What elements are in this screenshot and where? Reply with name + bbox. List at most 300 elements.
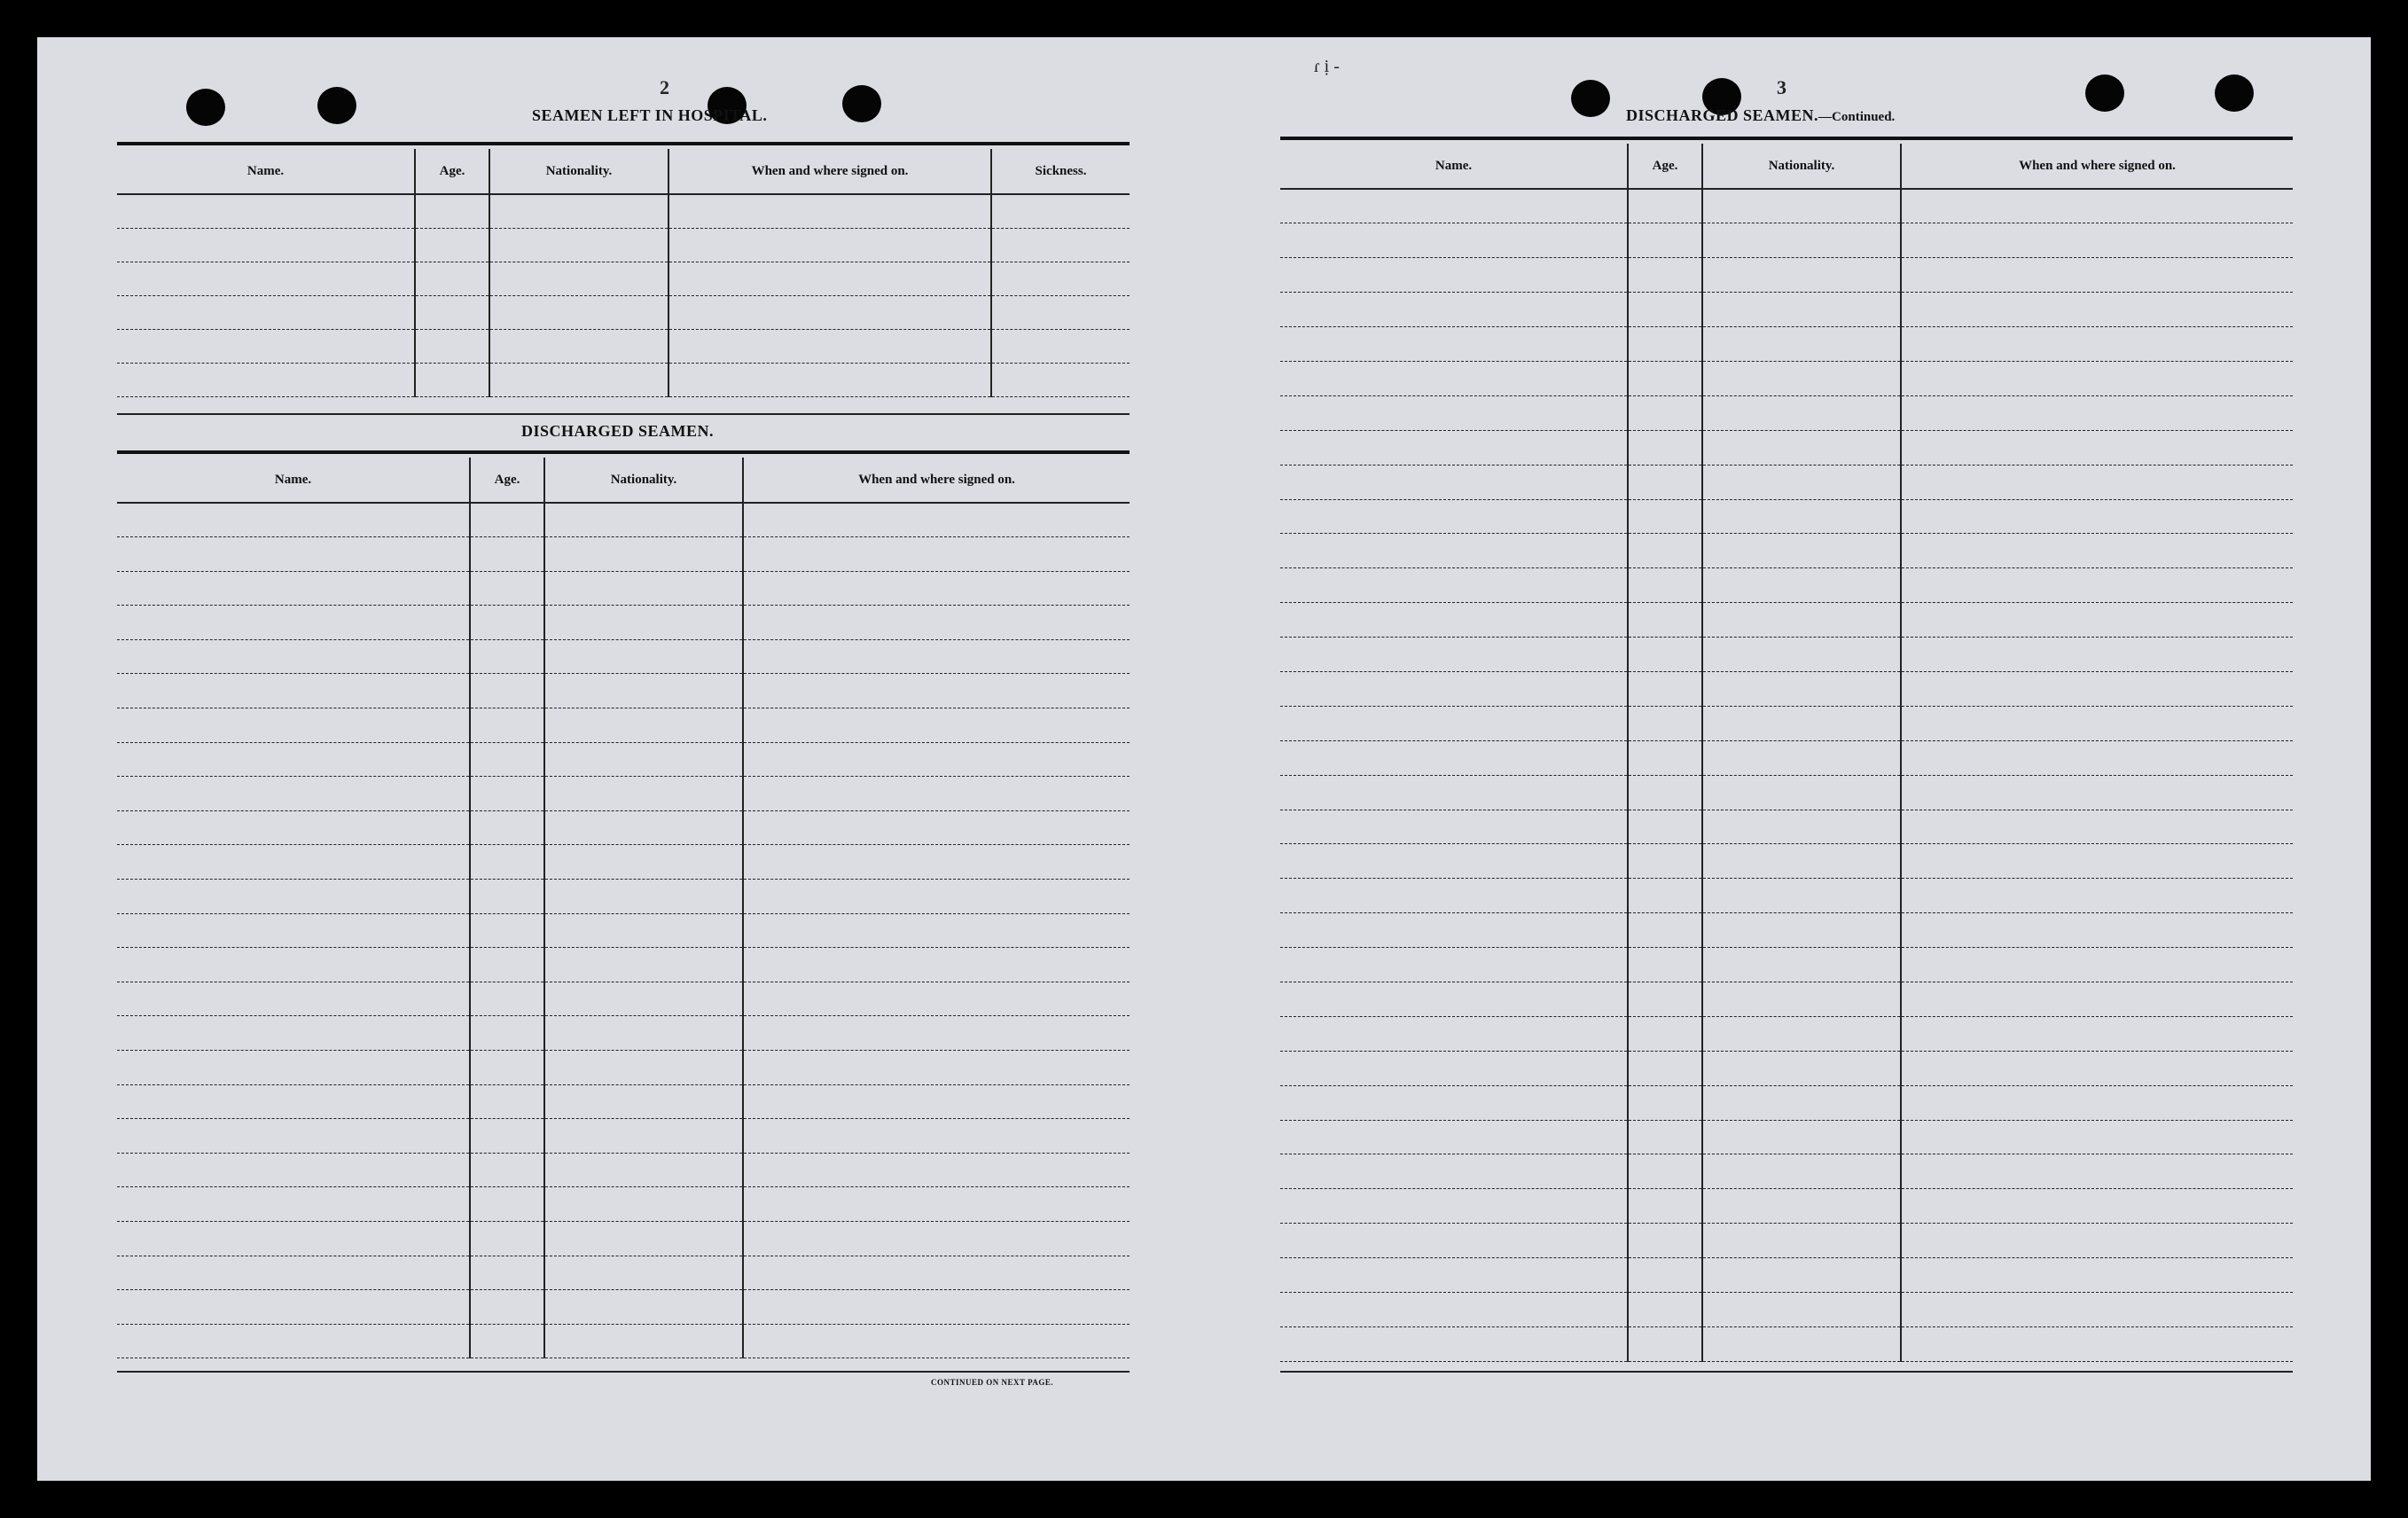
col-header-nationality: Nationality.: [1702, 144, 1901, 189]
ledger-cell[interactable]: [1628, 189, 1702, 223]
ledger-cell[interactable]: [1901, 258, 2293, 293]
ledger-cell[interactable]: [1901, 671, 2293, 706]
ledger-cell[interactable]: [1280, 534, 1628, 568]
ledger-cell[interactable]: [1901, 913, 2293, 948]
ledger-cell[interactable]: [470, 742, 544, 777]
ledger-cell[interactable]: [544, 845, 743, 880]
ledger-cell[interactable]: [1901, 568, 2293, 603]
ledger-cell[interactable]: [1280, 982, 1628, 1016]
ledger-cell[interactable]: [1280, 361, 1628, 395]
ledger-cell[interactable]: [544, 639, 743, 674]
ledger-cell[interactable]: [489, 329, 668, 363]
ledger-cell[interactable]: [743, 1290, 1130, 1325]
ledger-cell[interactable]: [1901, 982, 2293, 1016]
ledger-cell[interactable]: [1628, 223, 1702, 258]
ledger-cell[interactable]: [1628, 1189, 1702, 1224]
ledger-cell[interactable]: [470, 639, 544, 674]
ledger-cell[interactable]: [544, 1256, 743, 1290]
ledger-row: [117, 880, 1130, 914]
ledger-cell[interactable]: [1628, 706, 1702, 740]
ledger-cell[interactable]: [1280, 189, 1628, 223]
page-number: 3: [1777, 76, 1786, 98]
ledger-cell[interactable]: [1628, 293, 1702, 327]
col-header-name: Name.: [117, 458, 470, 503]
ledger-cell[interactable]: [470, 537, 544, 572]
ledger-cell[interactable]: [1702, 327, 1901, 362]
ledger-cell[interactable]: [470, 777, 544, 811]
col-header-signed-on: When and where signed on.: [1901, 144, 2293, 189]
ledger-cell[interactable]: [117, 329, 415, 363]
ledger-cell[interactable]: [1280, 293, 1628, 327]
ledger-cell[interactable]: [1702, 1051, 1901, 1085]
ledger-cell[interactable]: [1628, 395, 1702, 430]
ledger-cell[interactable]: [991, 228, 1130, 262]
ledger-cell[interactable]: [743, 708, 1130, 743]
ledger-cell[interactable]: [1702, 1016, 1901, 1051]
ledger-cell[interactable]: [743, 880, 1130, 914]
ledger-cell[interactable]: [544, 777, 743, 811]
ledger-cell[interactable]: [1280, 740, 1628, 775]
ledger-cell[interactable]: [117, 777, 470, 811]
ledger-cell[interactable]: [544, 982, 743, 1016]
ledger-cell[interactable]: [1702, 258, 1901, 293]
ledger-cell[interactable]: [743, 571, 1130, 606]
ledger-cell[interactable]: [1280, 1016, 1628, 1051]
ledger-cell[interactable]: [1702, 775, 1901, 810]
ledger-cell[interactable]: [1702, 534, 1901, 568]
ledger-cell[interactable]: [668, 194, 991, 228]
ledger-cell[interactable]: [1280, 327, 1628, 362]
ledger-cell[interactable]: [991, 262, 1130, 295]
ledger-cell[interactable]: [1702, 189, 1901, 223]
ledger-cell[interactable]: [1901, 1120, 2293, 1154]
ledger-cell[interactable]: [1280, 706, 1628, 740]
ledger-cell[interactable]: [1901, 361, 2293, 395]
ledger-cell[interactable]: [1280, 1120, 1628, 1154]
ledger-cell[interactable]: [1628, 1120, 1702, 1154]
ledger-cell[interactable]: [991, 363, 1130, 396]
ledger-cell[interactable]: [544, 1324, 743, 1358]
ledger-cell[interactable]: [1901, 1326, 2293, 1361]
ledger-cell[interactable]: [117, 503, 470, 537]
ledger-cell[interactable]: [470, 982, 544, 1016]
ledger-cell[interactable]: [743, 503, 1130, 537]
ledger-cell[interactable]: [415, 295, 489, 329]
ledger-cell[interactable]: [470, 1084, 544, 1119]
ledger-cell[interactable]: [1901, 1189, 2293, 1224]
ledger-cell[interactable]: [415, 228, 489, 262]
discharged-continued-table: [1280, 144, 2293, 1362]
ledger-cell[interactable]: [1628, 1085, 1702, 1120]
discharged-section-title: DISCHARGED SEAMEN.: [521, 422, 715, 440]
ledger-cell[interactable]: [743, 1324, 1130, 1358]
ledger-cell[interactable]: [991, 329, 1130, 363]
ledger-cell[interactable]: [1628, 775, 1702, 810]
ledger-cell[interactable]: [415, 329, 489, 363]
ledger-cell[interactable]: [1628, 1051, 1702, 1085]
ledger-cell[interactable]: [1280, 913, 1628, 948]
ledger-cell[interactable]: [668, 262, 991, 295]
ledger-cell[interactable]: [1702, 638, 1901, 672]
ledger-row: [1280, 1085, 2293, 1120]
ledger-cell[interactable]: [117, 228, 415, 262]
ledger-cell[interactable]: [544, 606, 743, 640]
ledger-cell[interactable]: [544, 1016, 743, 1051]
ledger-cell[interactable]: [117, 295, 415, 329]
ledger-cell[interactable]: [1702, 395, 1901, 430]
ledger-cell[interactable]: [1901, 740, 2293, 775]
ledger-cell[interactable]: [1280, 775, 1628, 810]
ledger-cell[interactable]: [117, 1084, 470, 1119]
ledger-cell[interactable]: [1628, 1258, 1702, 1293]
ledger-cell[interactable]: [544, 1153, 743, 1187]
ledger-cell[interactable]: [1628, 534, 1702, 568]
ledger-cell[interactable]: [1702, 293, 1901, 327]
ledger-cell[interactable]: [1901, 1224, 2293, 1258]
ledger-cell[interactable]: [117, 742, 470, 777]
ledger-cell[interactable]: [1702, 568, 1901, 603]
ledger-cell[interactable]: [1628, 361, 1702, 395]
ledger-cell[interactable]: [1628, 1154, 1702, 1189]
ledger-cell[interactable]: [470, 948, 544, 982]
ledger-cell[interactable]: [117, 1153, 470, 1187]
ledger-cell[interactable]: [1702, 1293, 1901, 1327]
col-header-signed-on: When and where signed on.: [743, 458, 1130, 503]
ledger-cell[interactable]: [1280, 603, 1628, 638]
ledger-cell[interactable]: [1280, 879, 1628, 913]
ledger-cell[interactable]: [470, 708, 544, 743]
ledger-cell[interactable]: [544, 1187, 743, 1222]
ledger-cell[interactable]: [117, 708, 470, 743]
ledger-cell[interactable]: [1280, 465, 1628, 499]
ledger-cell[interactable]: [117, 1051, 470, 1085]
ledger-cell[interactable]: [991, 295, 1130, 329]
ledger-cell[interactable]: [1280, 1224, 1628, 1258]
ledger-cell[interactable]: [117, 639, 470, 674]
ledger-cell[interactable]: [1280, 499, 1628, 534]
ledger-cell[interactable]: [1901, 1154, 2293, 1189]
ledger-row: [1280, 1326, 2293, 1361]
ledger-cell[interactable]: [1702, 1189, 1901, 1224]
ledger-cell[interactable]: [117, 571, 470, 606]
ledger-cell[interactable]: [1628, 1224, 1702, 1258]
ledger-cell[interactable]: [1628, 465, 1702, 499]
ledger-row: [1280, 1189, 2293, 1224]
ledger-cell[interactable]: [544, 880, 743, 914]
ledger-cell[interactable]: [1702, 844, 1901, 879]
ledger-cell[interactable]: [743, 777, 1130, 811]
ledger-cell[interactable]: [1702, 706, 1901, 740]
ledger-cell[interactable]: [544, 537, 743, 572]
ledger-cell[interactable]: [1280, 430, 1628, 465]
ledger-cell[interactable]: [1702, 430, 1901, 465]
ledger-cell[interactable]: [1628, 430, 1702, 465]
ledger-cell[interactable]: [1901, 1293, 2293, 1327]
col-header-nationality: Nationality.: [544, 458, 743, 503]
ledger-cell[interactable]: [1280, 568, 1628, 603]
ledger-row: [1280, 1051, 2293, 1085]
ledger-cell[interactable]: [470, 845, 544, 880]
ledger-cell[interactable]: [1280, 844, 1628, 879]
ledger-cell[interactable]: [743, 1016, 1130, 1051]
ledger-cell[interactable]: [743, 1187, 1130, 1222]
ledger-cell[interactable]: [743, 1221, 1130, 1256]
ledger-cell[interactable]: [668, 228, 991, 262]
ledger-sheet: [37, 37, 2371, 1481]
ledger-cell[interactable]: [489, 363, 668, 396]
ledger-cell[interactable]: [1628, 1326, 1702, 1361]
ledger-cell[interactable]: [668, 329, 991, 363]
ledger-cell[interactable]: [470, 674, 544, 708]
ledger-cell[interactable]: [1901, 189, 2293, 223]
ledger-cell[interactable]: [743, 1153, 1130, 1187]
ledger-cell[interactable]: [1901, 638, 2293, 672]
ledger-cell[interactable]: [1901, 430, 2293, 465]
ledger-cell[interactable]: [743, 742, 1130, 777]
ledger-cell[interactable]: [544, 503, 743, 537]
ledger-cell[interactable]: [743, 1256, 1130, 1290]
ledger-row: [117, 363, 1130, 396]
ledger-cell[interactable]: [470, 571, 544, 606]
ledger-cell[interactable]: [1702, 1258, 1901, 1293]
ledger-cell[interactable]: [415, 363, 489, 396]
ledger-cell[interactable]: [117, 363, 415, 396]
ledger-cell[interactable]: [470, 1119, 544, 1154]
ledger-cell[interactable]: [415, 262, 489, 295]
ledger-cell[interactable]: [1280, 1085, 1628, 1120]
ledger-cell[interactable]: [117, 1221, 470, 1256]
ledger-row: [117, 1051, 1130, 1085]
ledger-row: [117, 329, 1130, 363]
ledger-cell[interactable]: [470, 1016, 544, 1051]
ledger-cell[interactable]: [544, 674, 743, 708]
ledger-cell[interactable]: [544, 708, 743, 743]
ledger-cell[interactable]: [1702, 1120, 1901, 1154]
ledger-cell[interactable]: [1702, 1224, 1901, 1258]
ledger-cell[interactable]: [1280, 1189, 1628, 1224]
ledger-row: [1280, 706, 2293, 740]
ledger-cell[interactable]: [544, 571, 743, 606]
ledger-cell[interactable]: [1280, 1326, 1628, 1361]
ledger-cell[interactable]: [1628, 327, 1702, 362]
ledger-cell[interactable]: [489, 262, 668, 295]
ledger-cell[interactable]: [743, 913, 1130, 948]
ledger-cell[interactable]: [470, 1051, 544, 1085]
ledger-cell[interactable]: [470, 1153, 544, 1187]
ledger-row: [117, 606, 1130, 640]
ledger-cell[interactable]: [1628, 1293, 1702, 1327]
ledger-cell[interactable]: [1280, 223, 1628, 258]
ledger-cell[interactable]: [1628, 844, 1702, 879]
ledger-cell[interactable]: [1280, 258, 1628, 293]
ledger-row: [1280, 258, 2293, 293]
ledger-row: [1280, 223, 2293, 258]
ledger-cell[interactable]: [489, 194, 668, 228]
ledger-cell[interactable]: [1628, 982, 1702, 1016]
ledger-cell[interactable]: [470, 606, 544, 640]
ledger-cell[interactable]: [1702, 671, 1901, 706]
ledger-cell[interactable]: [1280, 948, 1628, 982]
ledger-cell[interactable]: [668, 363, 991, 396]
ledger-cell[interactable]: [1901, 499, 2293, 534]
ledger-cell[interactable]: [743, 810, 1130, 845]
ledger-cell[interactable]: [117, 1187, 470, 1222]
ledger-cell[interactable]: [1702, 1085, 1901, 1120]
ledger-row: [1280, 844, 2293, 879]
ledger-cell[interactable]: [743, 1119, 1130, 1154]
ledger-cell[interactable]: [1628, 1016, 1702, 1051]
ledger-cell[interactable]: [1628, 740, 1702, 775]
ledger-cell[interactable]: [1901, 465, 2293, 499]
ledger-cell[interactable]: [668, 295, 991, 329]
ledger-cell[interactable]: [117, 982, 470, 1016]
ledger-cell[interactable]: [544, 1051, 743, 1085]
ledger-cell[interactable]: [544, 1084, 743, 1119]
ledger-cell[interactable]: [1901, 1016, 2293, 1051]
ledger-cell[interactable]: [470, 1290, 544, 1325]
ledger-cell[interactable]: [1901, 879, 2293, 913]
ledger-cell[interactable]: [544, 1119, 743, 1154]
ledger-cell[interactable]: [1628, 568, 1702, 603]
ledger-cell[interactable]: [1901, 1085, 2293, 1120]
ledger-cell[interactable]: [1702, 499, 1901, 534]
ledger-cell[interactable]: [1901, 395, 2293, 430]
ledger-cell[interactable]: [1901, 775, 2293, 810]
ledger-cell[interactable]: [470, 1187, 544, 1222]
ledger-cell[interactable]: [743, 606, 1130, 640]
ledger-cell[interactable]: [1702, 948, 1901, 982]
ledger-cell[interactable]: [1702, 603, 1901, 638]
ledger-cell[interactable]: [1628, 948, 1702, 982]
ledger-cell[interactable]: [117, 262, 415, 295]
ledger-cell[interactable]: [470, 810, 544, 845]
ledger-cell[interactable]: [1280, 1293, 1628, 1327]
ledger-cell[interactable]: [1702, 465, 1901, 499]
ledger-cell[interactable]: [743, 982, 1130, 1016]
ledger-cell[interactable]: [117, 1290, 470, 1325]
ledger-cell[interactable]: [1628, 913, 1702, 948]
ledger-cell[interactable]: [470, 1324, 544, 1358]
ledger-cell[interactable]: [1280, 671, 1628, 706]
ledger-row: [1280, 430, 2293, 465]
ledger-cell[interactable]: [1702, 982, 1901, 1016]
ledger-cell[interactable]: [1280, 395, 1628, 430]
ledger-cell[interactable]: [470, 880, 544, 914]
ledger-cell[interactable]: [1901, 1051, 2293, 1085]
ledger-cell[interactable]: [991, 194, 1130, 228]
punch-hole: [842, 85, 881, 122]
ledger-cell[interactable]: [1702, 1154, 1901, 1189]
discharged-continued-title: [1626, 106, 1895, 125]
ledger-row: [117, 1119, 1130, 1154]
ledger-cell[interactable]: [117, 1016, 470, 1051]
ledger-cell[interactable]: [470, 503, 544, 537]
ledger-cell[interactable]: [1280, 1051, 1628, 1085]
ledger-cell[interactable]: [117, 1324, 470, 1358]
ledger-cell[interactable]: [117, 194, 415, 228]
ledger-cell[interactable]: [1901, 844, 2293, 879]
ledger-cell[interactable]: [544, 948, 743, 982]
ledger-cell[interactable]: [743, 845, 1130, 880]
ledger-cell[interactable]: [1628, 499, 1702, 534]
ledger-row: [1280, 948, 2293, 982]
ledger-cell[interactable]: [1901, 810, 2293, 844]
ledger-cell[interactable]: [1702, 913, 1901, 948]
ledger-cell[interactable]: [743, 537, 1130, 572]
ledger-cell[interactable]: [544, 1290, 743, 1325]
ledger-cell[interactable]: [470, 913, 544, 948]
ledger-row: [117, 1256, 1130, 1290]
ledger-cell[interactable]: [117, 1256, 470, 1290]
ledger-cell[interactable]: [117, 845, 470, 880]
ledger-cell[interactable]: [1280, 810, 1628, 844]
ledger-cell[interactable]: [470, 1256, 544, 1290]
ledger-cell[interactable]: [1628, 810, 1702, 844]
ledger-cell[interactable]: [743, 948, 1130, 982]
ledger-cell[interactable]: [1901, 223, 2293, 258]
ledger-cell[interactable]: [743, 639, 1130, 674]
discharged-table: [117, 458, 1130, 1358]
ledger-row: [1280, 1293, 2293, 1327]
ledger-cell[interactable]: [1280, 1258, 1628, 1293]
ledger-cell[interactable]: [489, 228, 668, 262]
ledger-row: [1280, 671, 2293, 706]
ledger-cell[interactable]: [1901, 948, 2293, 982]
ledger-cell[interactable]: [1628, 603, 1702, 638]
ledger-cell[interactable]: [1901, 327, 2293, 362]
ledger-cell[interactable]: [1702, 1326, 1901, 1361]
ledger-cell[interactable]: [489, 295, 668, 329]
ledger-cell[interactable]: [1901, 1258, 2293, 1293]
ledger-cell[interactable]: [743, 1084, 1130, 1119]
ledger-cell[interactable]: [1280, 1154, 1628, 1189]
ledger-cell[interactable]: [117, 913, 470, 948]
ledger-row: [1280, 1224, 2293, 1258]
col-header-nationality: Nationality.: [489, 149, 668, 194]
ledger-cell[interactable]: [743, 674, 1130, 708]
ledger-cell[interactable]: [544, 742, 743, 777]
ledger-cell[interactable]: [743, 1051, 1130, 1085]
ledger-cell[interactable]: [1702, 361, 1901, 395]
ledger-cell[interactable]: [1628, 671, 1702, 706]
ledger-cell[interactable]: [1628, 638, 1702, 672]
ledger-cell[interactable]: [1628, 879, 1702, 913]
ledger-cell[interactable]: [544, 1221, 743, 1256]
ledger-cell[interactable]: [1901, 706, 2293, 740]
ledger-cell[interactable]: [1280, 638, 1628, 672]
ledger-cell[interactable]: [1901, 293, 2293, 327]
ledger-cell[interactable]: [117, 537, 470, 572]
ledger-cell[interactable]: [544, 913, 743, 948]
ledger-cell[interactable]: [1702, 879, 1901, 913]
ledger-cell[interactable]: [415, 194, 489, 228]
ledger-cell[interactable]: [1901, 534, 2293, 568]
ledger-row: [1280, 534, 2293, 568]
ledger-cell[interactable]: [117, 674, 470, 708]
ledger-cell[interactable]: [1702, 740, 1901, 775]
ledger-cell[interactable]: [117, 880, 470, 914]
ledger-cell[interactable]: [1702, 810, 1901, 844]
ledger-cell[interactable]: [117, 1119, 470, 1154]
ledger-cell[interactable]: [117, 810, 470, 845]
ledger-cell[interactable]: [117, 948, 470, 982]
ledger-cell[interactable]: [470, 1221, 544, 1256]
ledger-cell[interactable]: [544, 810, 743, 845]
ledger-cell[interactable]: [1628, 258, 1702, 293]
ledger-cell[interactable]: [1702, 223, 1901, 258]
ledger-cell[interactable]: [1901, 603, 2293, 638]
ledger-cell[interactable]: [117, 606, 470, 640]
